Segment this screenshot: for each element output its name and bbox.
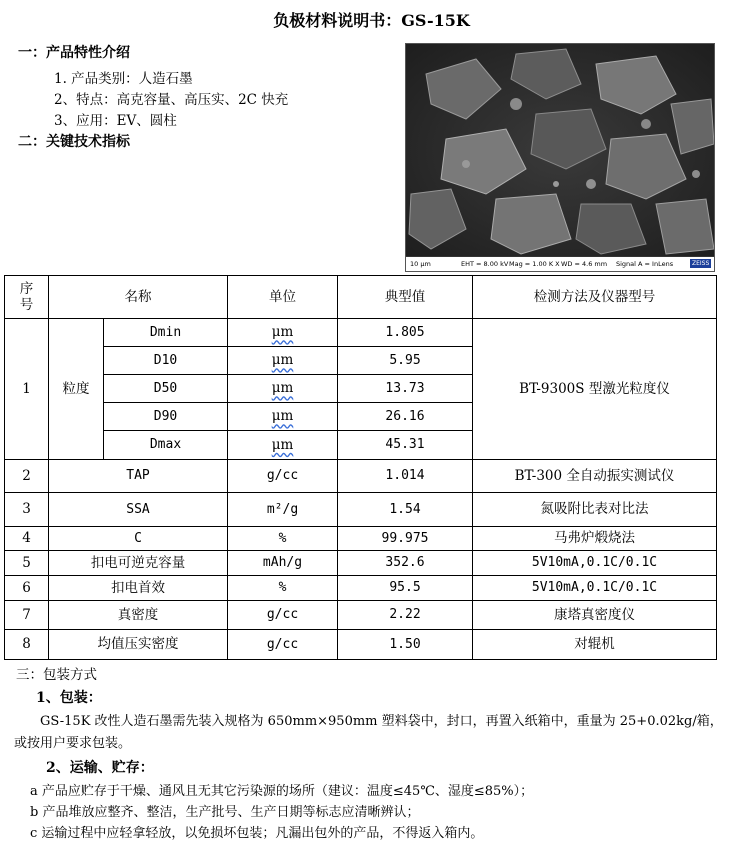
header-no: 序号 [5,276,49,319]
subrow-value: 5.95 [338,347,473,375]
row-unit: mAh/g [228,551,338,576]
row-method: 马弗炉煅烧法 [473,527,717,551]
packaging-heading: 1、包装： [36,690,102,706]
row-value: 99.975 [338,527,473,551]
packaging-text: GS-15K 改性人造石墨需先装入规格为 650mm×950mm 塑料袋中，封口，再置入纸箱中，重量为 25+0.02kg/箱，或按用户要求包装。 [14,714,723,751]
row-no: 5 [5,551,49,576]
row-name-particle: 粒度 [49,319,104,460]
document-title: 负极材料说明书：GS-15K [273,11,470,30]
sem-particles-image [406,44,715,257]
row-no: 3 [5,493,49,527]
section1-heading: 一：产品特性介绍 [18,45,130,61]
table-row [5,576,717,601]
row-unit: % [228,576,338,601]
zeiss-logo: ZEISS [692,260,710,267]
transport-heading: 2、运输、贮存： [46,760,154,776]
row-method: BT-300 全自动振实测试仪 [473,460,717,493]
row-value: 352.6 [338,551,473,576]
header-name: 名称 [49,276,228,319]
sem-info-bar [406,256,714,271]
feature-category: 1. 产品类别：人造石墨 [54,71,193,87]
table-row [5,319,717,347]
row-no: 1 [5,319,49,460]
row-method: 康塔真密度仪 [473,601,717,630]
row-value: 95.5 [338,576,473,601]
row-no: 7 [5,601,49,630]
row-no: 8 [5,630,49,660]
row-method: 对辊机 [473,630,717,660]
subrow-value: 45.31 [338,431,473,460]
row-name: TAP [49,460,228,493]
table-row [5,551,717,576]
row-no: 4 [5,527,49,551]
subrow-unit: μm [228,319,338,347]
row-no: 6 [5,576,49,601]
subrow-value: 13.73 [338,375,473,403]
sem-eht: EHT = 8.00 kV [461,260,509,268]
table-row [5,460,717,493]
header-unit: 单位 [228,276,338,319]
spec-table [4,275,717,660]
sem-mag: Mag = 1.00 K X [509,260,560,268]
table-row [5,493,717,527]
row-value: 1.014 [338,460,473,493]
section2-heading: 二：关键技术指标 [18,134,130,150]
row-name: SSA [49,493,228,527]
row-method: 5V10mA,0.1C/0.1C [473,551,717,576]
row-value: 2.22 [338,601,473,630]
subrow-name: D90 [104,403,228,431]
sem-signal: Signal A = InLens [616,260,674,268]
row-method-particle: BT-9300S 型激光粒度仪 [473,319,717,460]
row-unit: m²/g [228,493,338,527]
sem-scale-label: 10 μm [410,260,431,268]
transport-item-c: c 运输过程中应轻拿轻放，以免损坏包装；凡漏出包外的产品，不得返入箱内。 [30,826,484,841]
table-row [5,601,717,630]
sem-wd: WD = 4.6 mm [561,260,608,268]
subrow-unit: μm [228,431,338,460]
subrow-name: D10 [104,347,228,375]
row-name: 扣电可逆克容量 [49,551,228,576]
row-unit: g/cc [228,601,338,630]
feature-characteristics: 2、特点：高克容量、高压实、2C 快充 [54,92,289,108]
row-value: 1.50 [338,630,473,660]
table-row [5,527,717,551]
row-value: 1.54 [338,493,473,527]
row-method: 5V10mA,0.1C/0.1C [473,576,717,601]
transport-item-b: b 产品堆放应整齐、整洁，生产批号、生产日期等标志应清晰辨认； [30,805,420,820]
subrow-unit: μm [228,375,338,403]
table-header-row [5,276,717,319]
subrow-value: 1.805 [338,319,473,347]
table-row [5,630,717,660]
row-unit: g/cc [228,460,338,493]
row-name: 扣电首效 [49,576,228,601]
header-value: 典型值 [338,276,473,319]
subrow-name: D50 [104,375,228,403]
row-no: 2 [5,460,49,493]
row-name: C [49,527,228,551]
sem-micrograph [405,43,715,272]
row-name: 真密度 [49,601,228,630]
row-unit: % [228,527,338,551]
subrow-unit: μm [228,403,338,431]
row-method: 氮吸附比表对比法 [473,493,717,527]
feature-application: 3、应用：EV、圆柱 [54,113,177,129]
row-unit: g/cc [228,630,338,660]
section3-heading: 三：包装方式 [16,667,97,683]
subrow-name: Dmin [104,319,228,347]
subrow-name: Dmax [104,431,228,460]
transport-item-a: a 产品应贮存于干燥、通风且无其它污染源的场所（建议：温度≤45℃、湿度≤85%）； [30,784,534,799]
row-name: 均值压实密度 [49,630,228,660]
subrow-value: 26.16 [338,403,473,431]
subrow-unit: μm [228,347,338,375]
header-method: 检测方法及仪器型号 [473,276,717,319]
